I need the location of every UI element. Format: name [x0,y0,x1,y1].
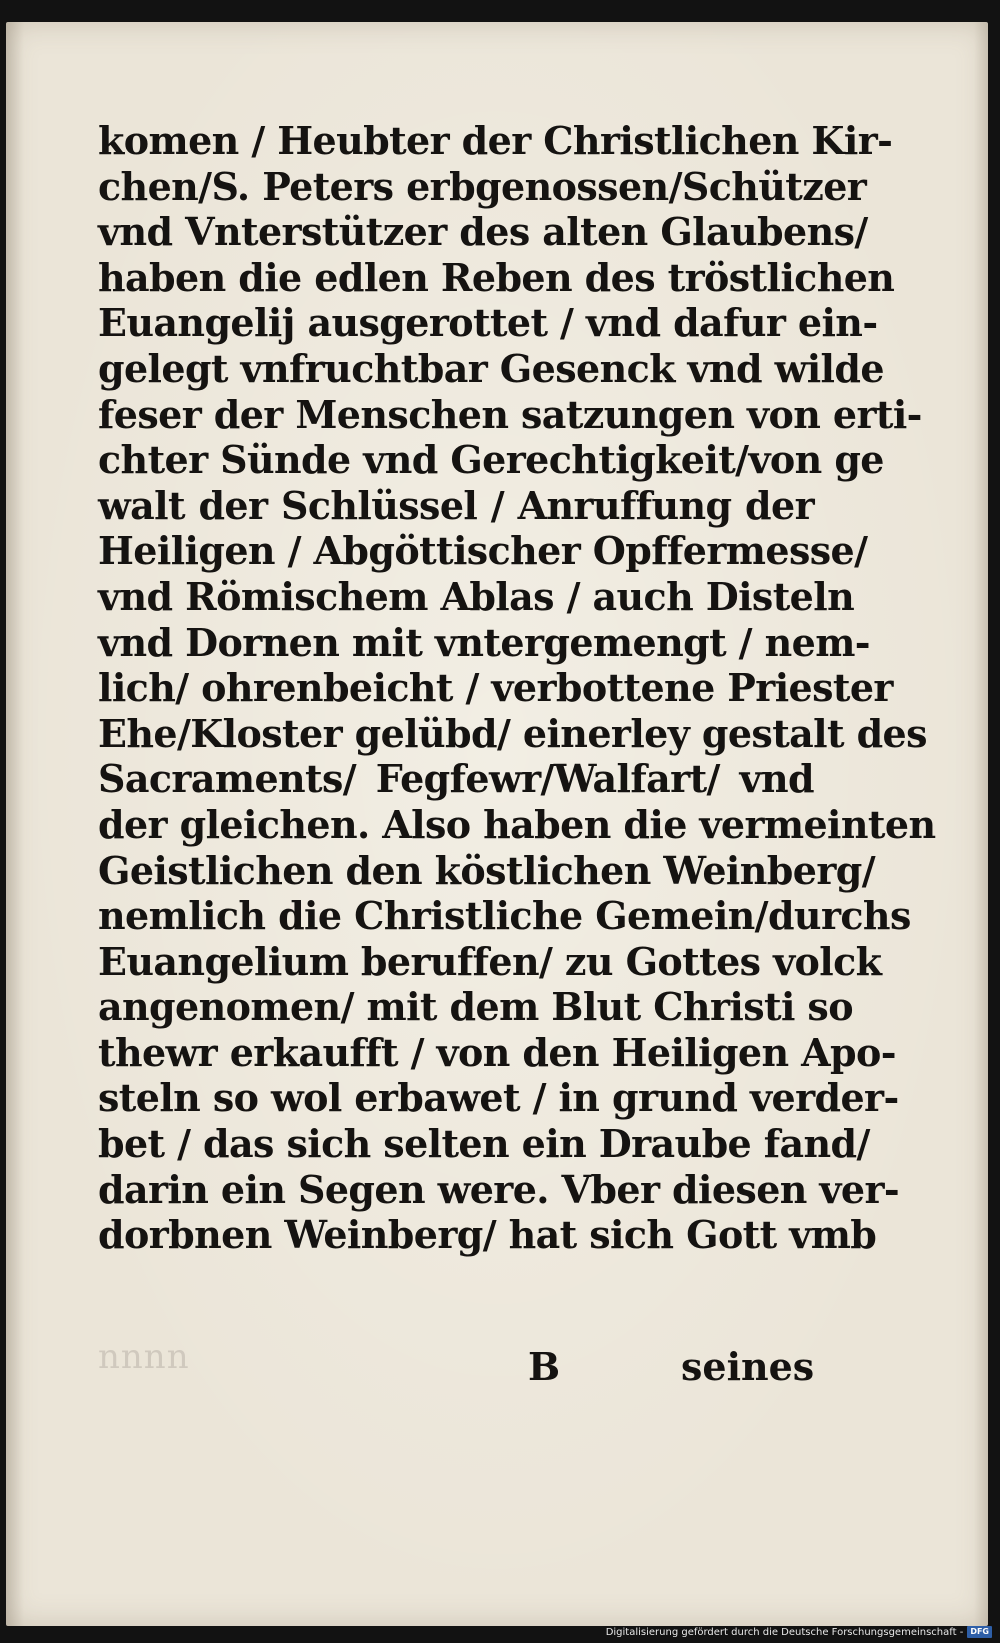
text-line: bet / das sich selten ein Draube fand/ [98,1121,870,1167]
text-line: thewr erkaufft / von den Heiligen Apo- [98,1029,896,1075]
body-text [98,118,936,1258]
text-line: vnd Römischem Ablas / auch Disteln [98,573,855,619]
text-line: darin ein Segen were. Vber diesen ver- [98,1166,900,1212]
text-line: komen / Heubter der Christlichen Kir- [98,118,893,163]
dfg-logo: DFG [967,1626,992,1638]
text-line: Ehe/Kloster gelübd/ einerley gestalt des [98,710,927,756]
digitization-footer [606,1624,992,1640]
text-line: gelegt vnfruchtbar Gesenck vnd wilde [98,345,884,391]
signature-mark: B [528,1344,561,1389]
text-line: nemlich die Christliche Gemein/durchs [98,893,911,939]
text-line: der gleichen. Also haben die vermeinten [98,801,936,847]
text-line: dorbnen Weinberg/ hat sich Gott vmb [98,1212,877,1258]
text-line: Euangelij ausgerottet / vnd dafur ein- [98,300,878,346]
text-line: steln so wol erbawet / in grund verder- [98,1075,899,1121]
text-line: angenomen/ mit dem Blut Christi so [98,984,853,1030]
book-page [6,22,988,1626]
text-line: walt der Schlüssel / Anruffung der [98,482,814,528]
text-line: Heiligen / Abgöttischer Opffermesse/ [98,528,868,574]
text-line: vnd Dornen mit vntergemengt / nem- [98,619,870,665]
text-line: chen/S. Peters erbgenossen/Schützer [98,163,867,209]
text-line: Geistlichen den köstlichen Weinberg/ [98,847,876,893]
footer-credit: Digitalisierung gefördert durch die Deutsche Forschungsgemeinschaft - [605,1626,964,1638]
bleed-through-text: nnnn [98,1337,190,1377]
text-line: Euangelium beruffen/ zu Gottes volck [98,938,882,984]
catchword: seines [681,1344,815,1389]
text-line: haben die edlen Reben des tröstlichen [98,254,895,300]
text-line: feser der Menschen satzungen von erti- [98,391,922,437]
text-line: chter Sünde vnd Gerechtigkeit/von ge [98,437,884,483]
text-line: lich/ ohrenbeicht / verbottene Priester [98,665,893,711]
text-line: Sacraments/ Fegfewr/Walfart/ vnd [98,756,814,802]
text-line: vnd Vnterstützer des alten Glaubens/ [98,209,868,255]
